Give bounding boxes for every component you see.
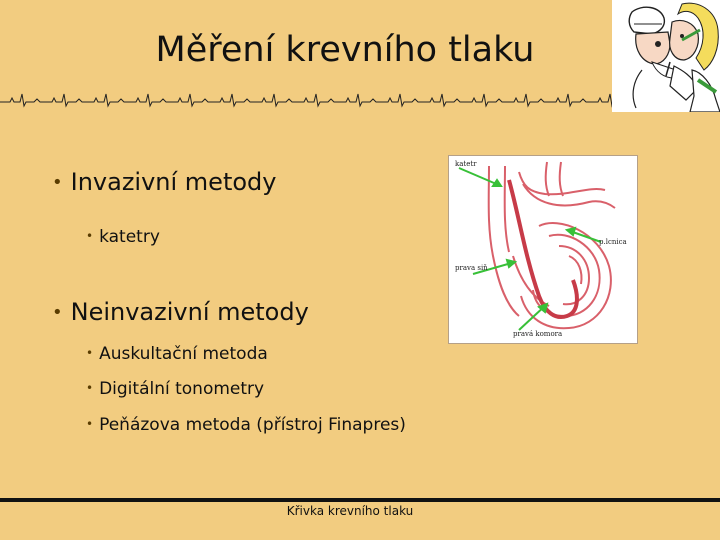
- sub-bullet-penaz-method: [86, 415, 406, 435]
- label-kateter: katetr: [455, 160, 477, 168]
- bullet-label: Invazivní metody: [70, 168, 277, 196]
- nurse-clipart-image: [612, 0, 720, 112]
- bullet-dot-icon: •: [86, 229, 94, 243]
- bullet-dot-icon: •: [52, 172, 63, 193]
- sub-bullet-digital-tonometers: [86, 379, 264, 399]
- bullet-dot-icon: •: [86, 417, 94, 431]
- sub-bullet-catheters: [86, 227, 160, 247]
- label-prava-sin: prava siň: [455, 264, 488, 272]
- sub-bullet-auscultation: [86, 344, 268, 364]
- bullet-dot-icon: •: [86, 346, 94, 360]
- sub-bullet-label: Digitální tonometry: [99, 379, 265, 399]
- bullet-dot-icon: •: [86, 381, 94, 395]
- heart-catheter-diagram: [448, 155, 638, 344]
- label-prava-komora: pravá komora: [513, 330, 563, 338]
- bullet-noninvasive-methods: [52, 298, 309, 326]
- sub-bullet-label: katetry: [99, 227, 160, 247]
- sub-bullet-label: Auskultační metoda: [99, 344, 268, 364]
- bullet-dot-icon: •: [52, 302, 63, 323]
- bullet-label: Neinvazivní metody: [70, 298, 309, 326]
- label-plicnice: p.lcnica: [599, 238, 627, 246]
- sub-bullet-label: Peňázova metoda (přístroj Finapres): [99, 415, 406, 435]
- ecg-line-decoration: [0, 88, 618, 112]
- footer-divider: [0, 498, 720, 502]
- bullet-invasive-methods: [52, 168, 276, 196]
- footer-caption: Křivka krevního tlaku: [286, 504, 414, 518]
- slide-title: Měření krevního tlaku: [155, 30, 535, 70]
